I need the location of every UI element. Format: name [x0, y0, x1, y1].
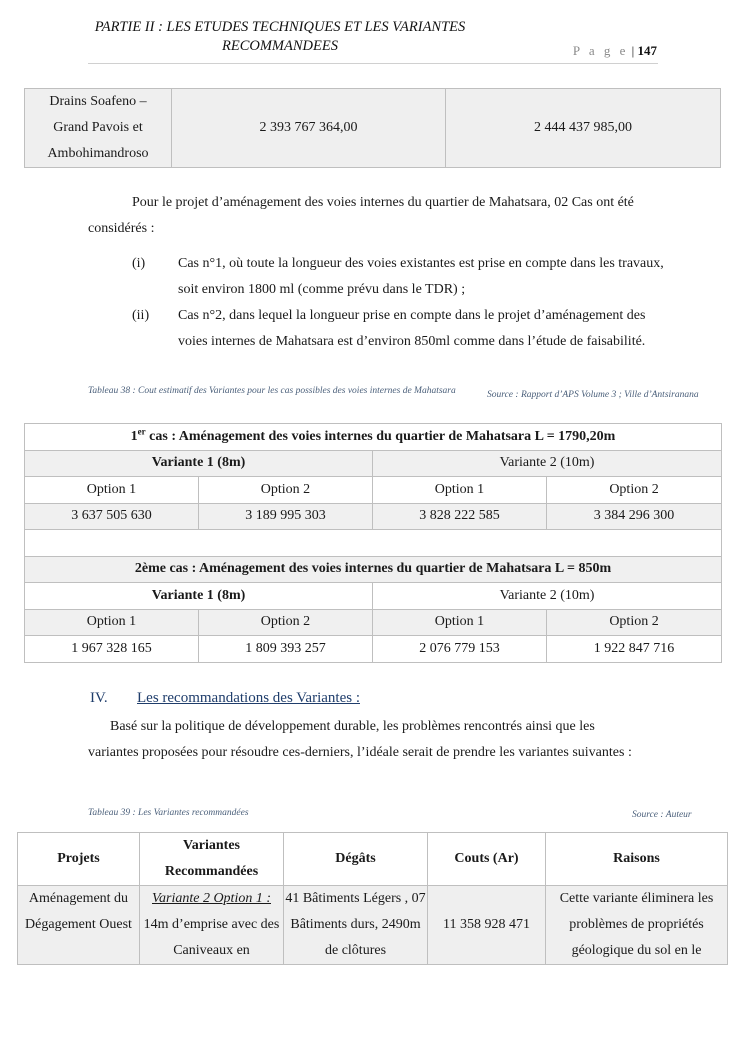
cost-cell: 1 922 847 716 — [547, 636, 722, 663]
variant-cell — [140, 886, 284, 965]
continuation-table — [24, 88, 721, 168]
table-row — [25, 556, 722, 583]
option-header: Option 2 — [199, 477, 373, 504]
project-cell: Aménagement du Dégagement Ouest — [18, 886, 140, 965]
option-header: Option 1 — [373, 477, 547, 504]
table-header-row — [18, 833, 728, 886]
cost-cell: 1 967 328 165 — [25, 636, 199, 663]
cost-cell: 1 809 393 257 — [199, 636, 373, 663]
option-header: Option 2 — [199, 609, 373, 636]
table38-caption: Tableau 38 : Cout estimatif des Variantes pour les cas possibles des voies internes de Mahatsara — [88, 386, 456, 396]
cost-cell: 2 076 779 153 — [373, 636, 547, 663]
case1-title-cell — [25, 424, 722, 451]
cost-cell: 11 358 928 471 — [428, 886, 546, 965]
list-marker: (ii) — [132, 308, 150, 323]
table-row — [25, 503, 722, 530]
list-item: Cas n°1, où toute la longueur des voies existantes est prise en compte dans les travaux, soit environ 1800 ml (comme prévu dans le TDR) ; — [178, 256, 664, 297]
column-header: Raisons — [546, 833, 728, 886]
case2-title-cell: 2ème cas : Aménagement des voies internes du quartier de Mahatsara L = 850m — [25, 556, 722, 583]
empty-separator-row — [25, 530, 722, 557]
case1-title-rest: cas : Aménagement des voies internes du quartier de Mahatsara L = 1790,20m — [145, 428, 616, 444]
section-title: Les recommandations des Variantes : — [137, 690, 360, 706]
case1-title-num: 1 — [130, 428, 138, 444]
variant-description: 14m d’emprise avec des Caniveaux en — [143, 917, 280, 958]
table-row — [18, 886, 728, 965]
table39-source: Source : Auteur — [632, 810, 692, 820]
option-header: Option 1 — [25, 477, 199, 504]
column-header: Dégâts — [284, 833, 428, 886]
section-heading — [90, 690, 360, 707]
cost-cell: 3 828 222 585 — [373, 503, 547, 530]
table-row — [25, 450, 722, 477]
page-number-block — [573, 43, 657, 59]
page-label: P a g e — [572, 43, 629, 58]
table-row — [25, 636, 722, 663]
page-number: 147 — [637, 43, 657, 58]
option-header: Option 2 — [547, 609, 722, 636]
row-label-line: Grand Pavois et — [53, 120, 143, 135]
running-header-title — [60, 18, 500, 56]
table-row — [25, 583, 722, 610]
header-title-line1: PARTIE II : LES ETUDES TECHNIQUES ET LES VARIANTES — [94, 19, 466, 35]
table-row — [25, 424, 722, 451]
value-cell: 2 393 767 364,00 — [172, 89, 446, 168]
column-header: Projets — [18, 833, 140, 886]
row-label-cell — [25, 89, 172, 168]
option-header: Option 2 — [547, 477, 722, 504]
variant1-header: Variante 1 (8m) — [25, 450, 373, 477]
case1-title-sup: er — [137, 426, 146, 437]
cost-cell: 3 189 995 303 — [199, 503, 373, 530]
variant1-header: Variante 1 (8m) — [25, 583, 373, 610]
damage-cell: 41 Bâtiments Légers , 07 Bâtiments durs, 2490m de clôtures — [284, 886, 428, 965]
table-row — [25, 477, 722, 504]
row-label-line: Drains Soafeno – — [49, 94, 147, 109]
variant2-header: Variante 2 (10m) — [373, 450, 722, 477]
table-row — [25, 89, 721, 168]
header-title-line2: RECOMMANDEES — [222, 38, 338, 54]
table38-source: Source : Rapport d’APS Volume 3 ; Ville d’Antsiranana — [487, 390, 699, 400]
intro-paragraph: Pour le projet d’aménagement des voies internes du quartier de Mahatsara, 02 Cas ont été considérés : — [88, 195, 634, 236]
column-header: Couts (Ar) — [428, 833, 546, 886]
cost-cell: 3 637 505 630 — [25, 503, 199, 530]
page-separator: | — [631, 43, 635, 58]
variants-cost-table — [24, 423, 722, 663]
section-number: IV. — [90, 690, 108, 706]
variant-title: Variante 2 Option 1 : — [152, 891, 271, 906]
variant2-header: Variante 2 (10m) — [373, 583, 722, 610]
option-header: Option 1 — [25, 609, 199, 636]
table-row — [25, 530, 722, 557]
recommended-variants-table — [17, 832, 728, 965]
recommendation-paragraph: Basé sur la politique de développement durable, les problèmes rencontrés ainsi que les variantes proposées pour résoudre ces-derniers, l’idéale serait de prendre les variantes suivantes : — [88, 719, 632, 760]
column-header: Variantes Recommandées — [140, 833, 284, 886]
list-item: Cas n°2, dans lequel la longueur prise en compte dans le projet d’aménagement des voies internes de Mahatsara est d’environ 850ml comme dans l’étude de faisabilité. — [178, 308, 646, 349]
header-divider — [88, 63, 658, 64]
list-marker: (i) — [132, 256, 146, 271]
option-header: Option 1 — [373, 609, 547, 636]
reason-cell: Cette variante éliminera les problèmes de propriétés géologique du sol en le — [546, 886, 728, 965]
cost-cell: 3 384 296 300 — [547, 503, 722, 530]
value-cell: 2 444 437 985,00 — [446, 89, 721, 168]
table39-caption: Tableau 39 : Les Variantes recommandées — [88, 808, 249, 818]
row-label-line: Ambohimandroso — [47, 146, 149, 161]
table-row — [25, 609, 722, 636]
